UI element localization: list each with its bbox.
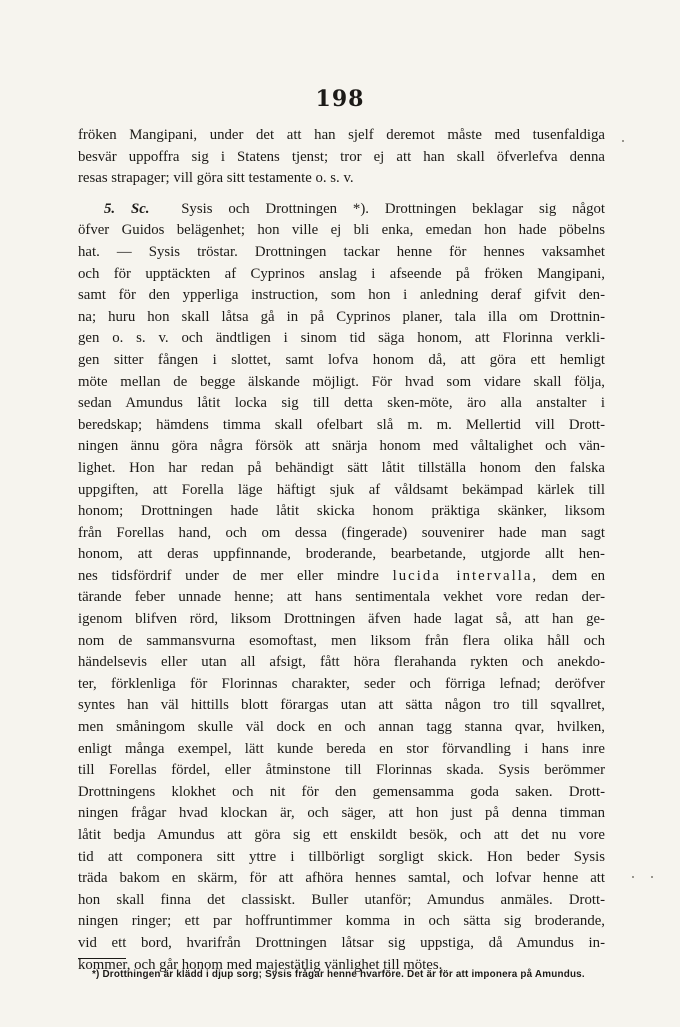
text-line: och för upptäckten af Cyprinos anslag i afseende på fröken Mangipani, — [78, 265, 605, 282]
text-line: kommer, och går honom med majestätlig vänlighet till mötes. — [78, 956, 443, 973]
text-line: syntes han väl hittills blott förargas utan att sätta någon tro till sqvallret, — [78, 697, 605, 714]
lucida-phrase: lucida intervalla, — [392, 567, 539, 584]
text-line: men småningom skulle väl dock en och annan tagg stanna qvar, hvilken, — [78, 719, 605, 736]
text-line: ningen frågar hvad klockan är, och säger, att hon just på denna timman — [78, 805, 605, 822]
text-line: sedan Amundus låtit locka sig till detta sken-möte, äro alla anstalter i — [78, 395, 605, 412]
text-line: enligt många exempel, lätt kunde bereda en stor förvandling i hans inre — [78, 740, 605, 757]
text-line: öfver Guidos belägenhet; hon ville ej bli enka, emedan hon hade pöbelns — [78, 222, 605, 239]
text-line: från Forellas hand, och om dessa (fingerade) souvenirer hade man sagt — [78, 524, 605, 541]
text-line: na; huru hon skall låtsa gå in på Cyprinos planer, tala illa om Drottnin- — [78, 308, 605, 325]
text-line: till Forellas fördel, eller åtminstone till Florinnas skada. Sysis berömmer — [78, 762, 605, 779]
text-line: gen o. s. v. och ändtligen i sinom tid säga honom, att Florinna verkli- — [78, 330, 605, 347]
footnote: *) Drottningen är klädd i djup sorg; Sysis frågar henne hvarföre. Det är för att imponera på Amundus. — [92, 969, 585, 980]
text-line: samt för den ypperliga instruction, som hon i anledning deraf gifvit den- — [78, 287, 605, 304]
text-line: hat. — Sysis tröstar. Drottningen tackar henne för hennes vaksamhet — [78, 243, 605, 260]
margin-speck — [622, 140, 624, 142]
text-line: hon skall finna det classiskt. Buller utanför; Amundus anmäles. Drott- — [78, 891, 605, 908]
text-line: lighet. Hon har redan på behändigt sätt låtit tillställa honom den falska — [78, 459, 605, 476]
text-line: ter, förklenliga för Florinnas charakter, seder och förriga lefnad; deröfver — [78, 675, 605, 692]
text-line: Drottningens klokhet och nit för den gemensamma goda saken. Drott- — [78, 783, 605, 800]
margin-speck — [651, 876, 653, 878]
text-line: ningen ännu göra några försök att snärja honom med våltalighet och vän- — [78, 438, 605, 455]
text-line: gen sitter fången i slottet, samt lofva honom då, att göra ett hemligt — [78, 351, 605, 368]
scene-heading-line — [78, 199, 605, 221]
margin-speck — [632, 876, 634, 878]
text-line: fröken Mangipani, under det att han sjelf deremot måste med tusenfaldiga — [78, 127, 605, 143]
text-line: möte mellan de begge älskande möjligt. För hvad som vidare skall följa, — [78, 373, 605, 390]
text-line: ningen ringer; ett par hoffruntimmer komma in och sätta sig broderande, — [78, 913, 605, 930]
text-line: händelsevis eller utan all afsigt, fått höra flerahanda rykten och anekdo- — [78, 654, 605, 671]
text-line: vid ett bord, hvarifrån Drottningen låtsar sig uppstiga, då Amundus in- — [78, 934, 605, 951]
footnote-divider — [78, 958, 126, 959]
text-line-lucida — [78, 566, 605, 588]
text-line: tid att componera sitt yttre i tillbörligt sorgligt skick. Hon beder Sysis — [78, 848, 605, 865]
text-line: låtit bedja Amundus att göra sig ett enskildt besök, och att det nu vore — [78, 827, 605, 843]
scene-label: 5. Sc. — [104, 200, 150, 217]
text-line: uppgiften, att Forella läge häftigt sjuk af våldsamt bekämpad kärlek till — [78, 481, 605, 498]
text-line: träda bakom en skärm, för att afhöra hennes samtal, och lofvar henne att — [78, 870, 605, 887]
text-line: resas strapager; vill göra sitt testamente o. s. v. — [78, 170, 354, 187]
text-line: nom de sammansvurna esomoftast, men liksom från flera olika håll och — [78, 632, 605, 649]
lucida-before: nes tidsfördrif under de mer eller mindre — [78, 567, 393, 584]
scene-heading-text: Sysis och Drottningen *). Drottningen beklagar sig något — [181, 200, 605, 217]
page-number: 198 — [315, 86, 365, 112]
text-line: honom; Drottningen hade låtit skicka honom präktiga skänker, liksom — [78, 503, 605, 520]
text-line: tärande feber unnade henne; att hans sentimentala vekhet vore redan der- — [78, 589, 605, 606]
text-line: igenom blifven rörd, liksom Drottningen äfven hade lagat så, att han ge- — [78, 611, 605, 628]
text-line: besvär uppoffra sig i Statens tjenst; tror ej att han skall öfverlefva denna — [78, 148, 605, 165]
body-text — [78, 125, 605, 976]
lucida-after: dem en — [538, 567, 605, 584]
text-line: beredskap; hämdens timma skall ofelbart slå m. m. Mellertid vill Drott- — [78, 416, 605, 433]
text-line: honom, att deras uppfinnande, broderande, bearbetande, utgjorde allt hen- — [78, 546, 605, 563]
